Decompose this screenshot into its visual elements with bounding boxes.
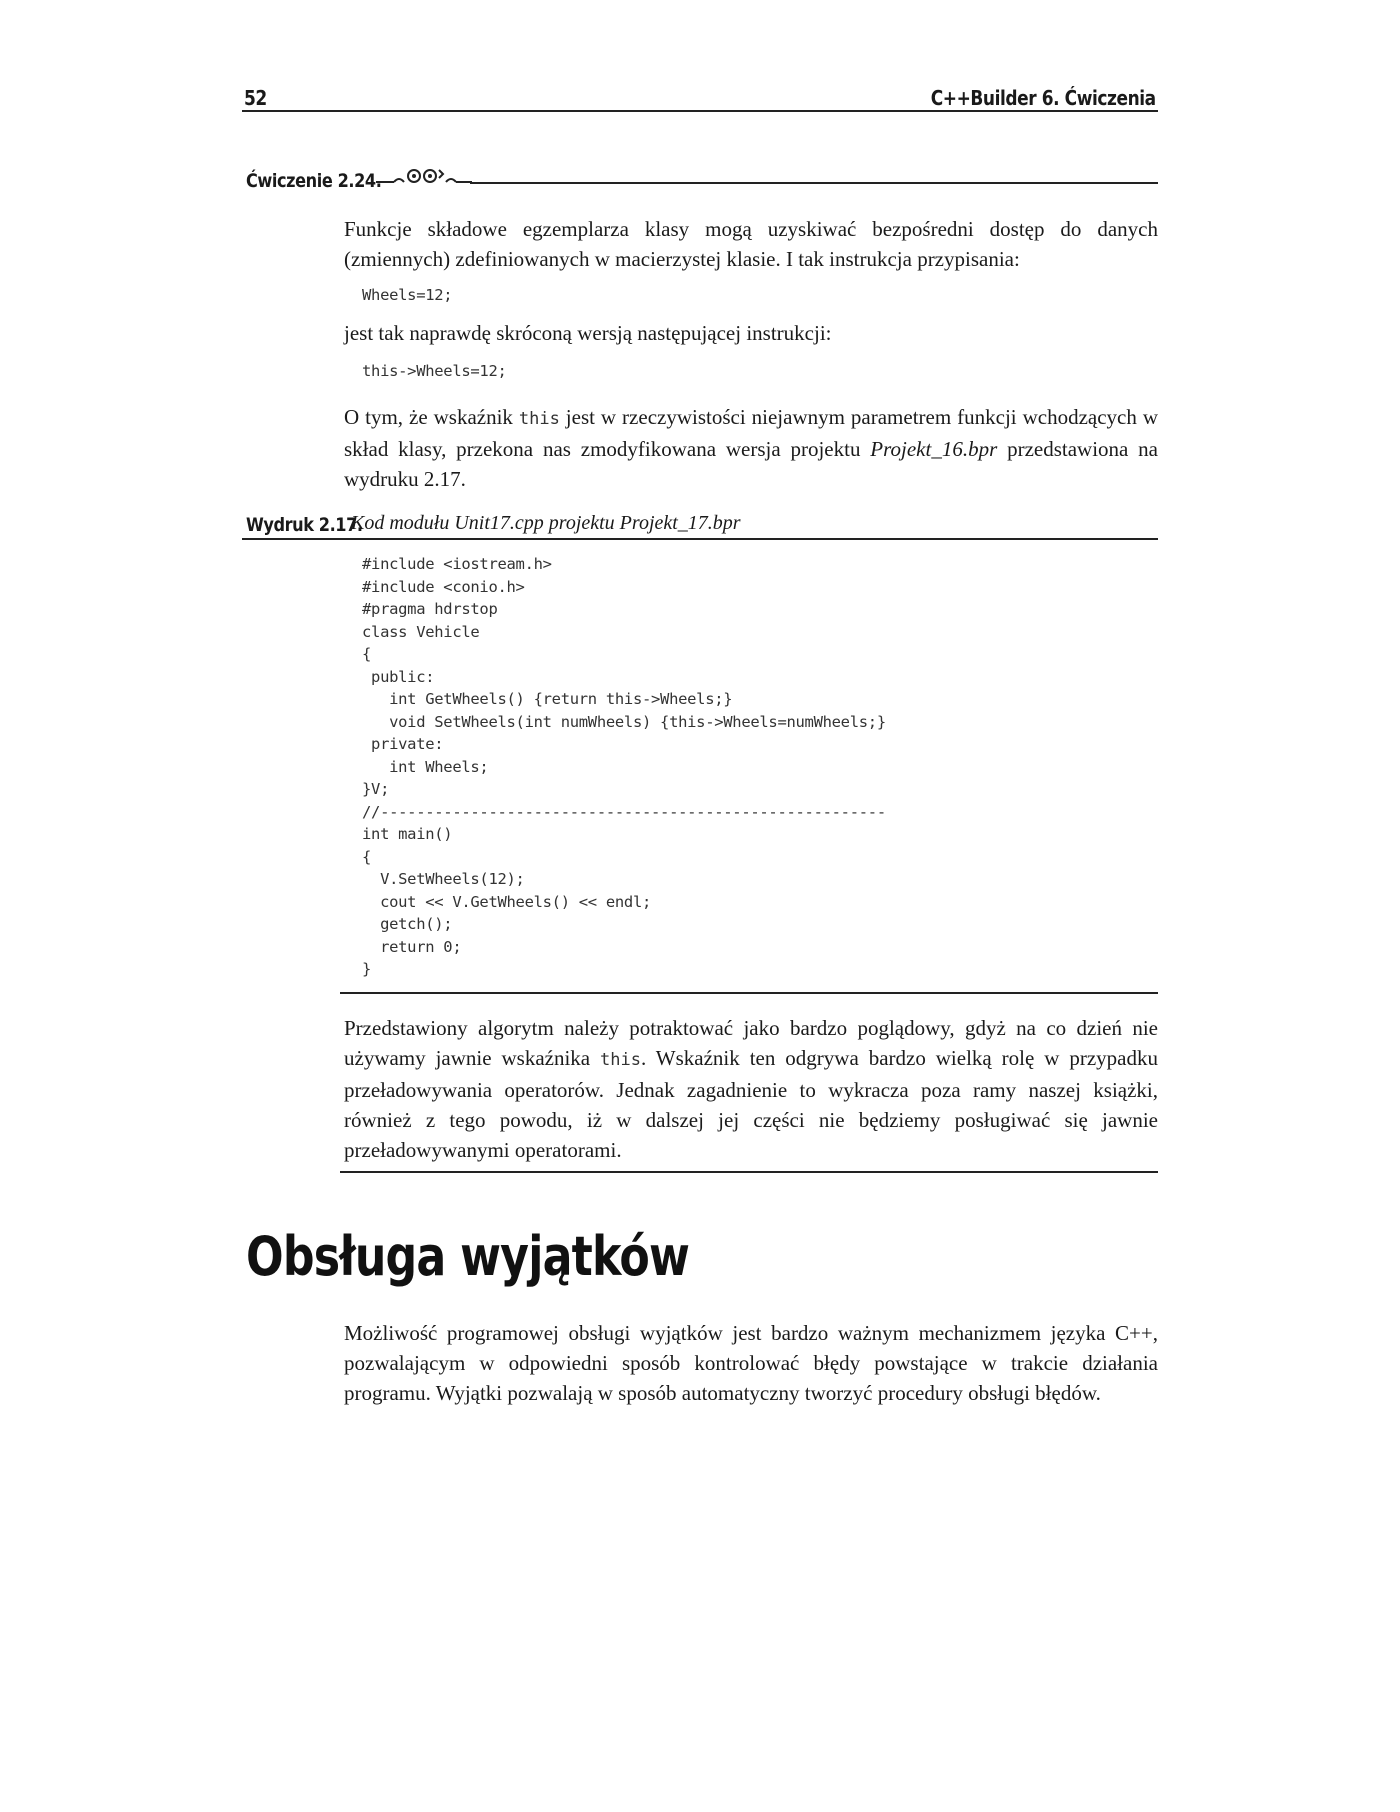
- code-line-this: this->Wheels=12;: [362, 362, 507, 380]
- exercise-rule: [470, 182, 1158, 184]
- listing-rule: [242, 538, 1158, 540]
- project-name: Projekt_16.bpr: [870, 437, 998, 461]
- paragraph-exceptions: Możliwość programowej obsługi wyjątków jest bardzo ważnym mechanizmem języka C++, pozwalającym w odpowiedni sposób kontrolować błędy powstające w trakcie działania programu. Wyjątki pozwalają w sposób automatyczny tworzyć procedury obsługi błędów.: [344, 1321, 1158, 1405]
- section-title: Obsługa wyjątków: [246, 1225, 690, 1288]
- exercise-end-rule: [340, 1171, 1158, 1173]
- listing-caption: Kod modułu Unit17.cpp projektu Projekt_17.bpr: [351, 512, 741, 534]
- paragraph-intro: Funkcje składowe egzemplarza klasy mogą uzyskiwać bezpośredni dostęp do danych (zmiennych) zdefiniowanych w macierzystej klasie. I tak instrukcja przypisania:: [344, 217, 1158, 271]
- header-rule: [242, 110, 1158, 112]
- text-span: Przedstawiony algorytm należy potraktować jako bardzo poglądowy, gdyż na co dzień nie używamy jawnie wskaźnika: [344, 1016, 1158, 1070]
- exercise-title: Ćwiczenie 2.24.: [246, 170, 382, 192]
- listing-end-rule: [340, 992, 1158, 994]
- page-number: 52: [244, 86, 267, 110]
- ornament-icon: [376, 166, 472, 195]
- running-header-title: C++Builder 6. Ćwiczenia: [930, 86, 1156, 110]
- code-listing: #include <iostream.h> #include <conio.h> #pragma hdrstop class Vehicle { public: int GetWheels() {return this->Wheels;} void SetWheels(int numWheels) {this->Wheels=numWheels;} private: int Wheels; }V; //-------------------------------------------------------- int main() { V.SetWheels(12); cout << V.GetWheels() << endl; getch(); return 0; }: [362, 555, 886, 978]
- listing-label: Wydruk 2.17.: [246, 514, 363, 536]
- text-span: przedstawiona na wydruku 2.17.: [344, 437, 1159, 491]
- text-span: jest w rzeczywistości niejawnym parametrem funkcji wchodzących w skład klasy, przekona nas zmodyfikowana wersja projektu: [344, 405, 1158, 461]
- text-span: O tym, że wskaźnik: [344, 405, 519, 429]
- inline-code-this: this: [600, 1050, 641, 1070]
- text-span: . Wskaźnik ten odgrywa bardzo wielką rolę w przypadku przeładowywania operatorów. Jednak zagadnienie to wykracza poza ramy naszej książki, również z tego powodu, iż w dalszej jej części nie będziemy posługiwać się jawnie przeładowywanymi operatorami.: [344, 1046, 1158, 1162]
- paragraph-this-param: [344, 402, 1158, 494]
- paragraph-shortened: jest tak naprawdę skróconą wersją następującej instrukcji:: [344, 321, 832, 345]
- code-line-assignment: Wheels=12;: [362, 286, 453, 304]
- paragraph-summary: [344, 1013, 1158, 1165]
- inline-code-this: this: [518, 409, 560, 429]
